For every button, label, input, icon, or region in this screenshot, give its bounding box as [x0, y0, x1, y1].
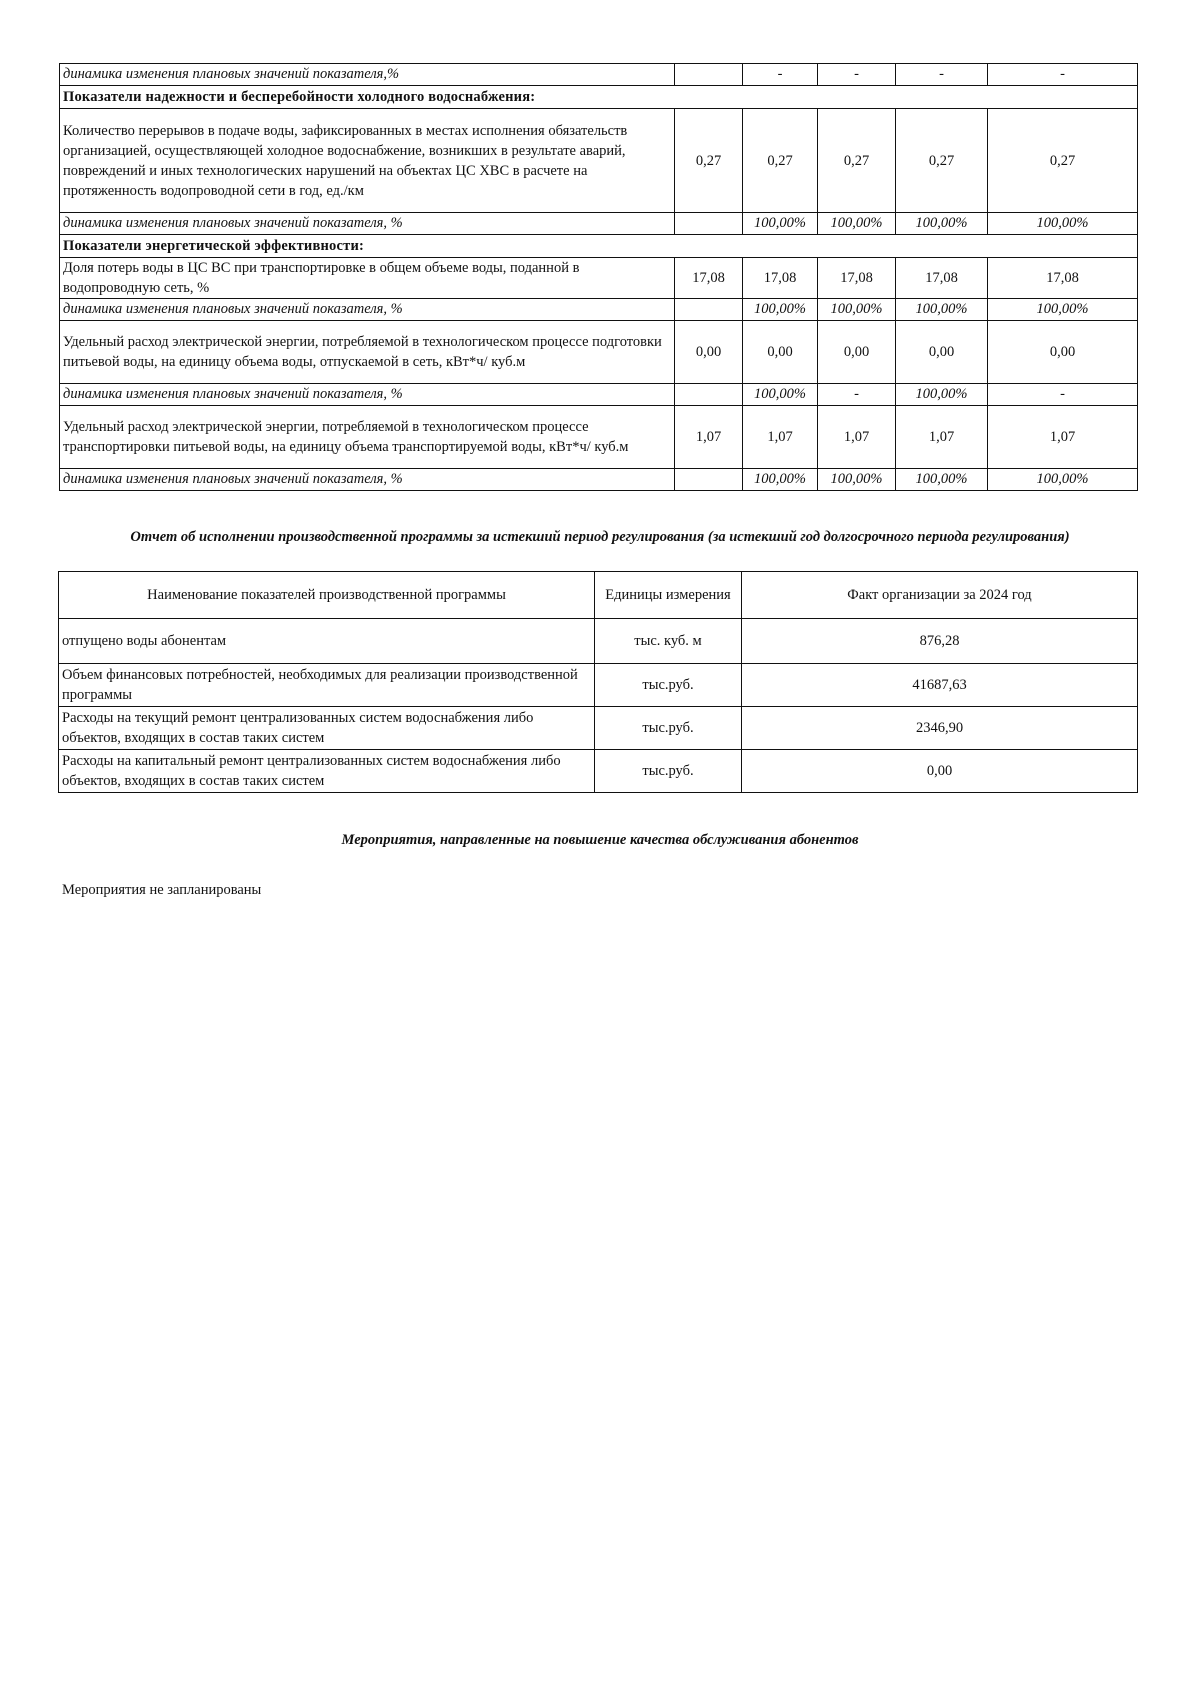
- indicator-value: 1,07: [896, 406, 988, 469]
- report-title: Отчет об исполнении производственной программы за истекший период регулирования (за истекший год долгосрочного периода регулирования): [130, 529, 1070, 545]
- indicator-value: 1,07: [675, 406, 743, 469]
- indicator-value: 0,00: [988, 321, 1138, 384]
- indicator-value: [675, 469, 743, 491]
- indicator-value: 1,07: [988, 406, 1138, 469]
- section-heading: Показатели надежности и бесперебойности холодного водоснабжения:: [60, 86, 1138, 109]
- report-row-name: Расходы на капитальный ремонт централизованных систем водоснабжения либо объектов, входящих в состав таких систем: [59, 750, 595, 793]
- measures-text: Мероприятия не запланированы: [62, 882, 262, 898]
- indicator-value: [675, 384, 743, 406]
- indicator-value: 0,27: [743, 109, 818, 213]
- indicator-value: 1,07: [743, 406, 818, 469]
- indicator-label: динамика изменения плановых значений показателя, %: [60, 213, 675, 235]
- report-header-row: [59, 572, 1138, 619]
- indicator-value: 100,00%: [988, 299, 1138, 321]
- indicator-value: [675, 213, 743, 235]
- indicator-value: 100,00%: [988, 469, 1138, 491]
- indicator-value: -: [896, 64, 988, 86]
- indicator-value: 17,08: [675, 258, 743, 299]
- indicator-value: -: [818, 64, 896, 86]
- dynamics-row: [60, 384, 1138, 406]
- indicator-label: Количество перерывов в подаче воды, зафиксированных в местах исполнения обязательств организацией, осуществляющей холодное водоснабжение, возникших в результате аварий, повреждений и иных технологических нарушений на объектах ЦС ХВС в расчете на протяженность водопроводной сети в год, ед./км: [60, 109, 675, 213]
- indicator-value: 100,00%: [896, 469, 988, 491]
- dynamics-row: [60, 469, 1138, 491]
- report-row-name: Объем финансовых потребностей, необходимых для реализации производственной программы: [59, 664, 595, 707]
- measures-title: Мероприятия, направленные на повышение качества обслуживания абонентов: [341, 832, 859, 848]
- report-row-fact: 41687,63: [742, 664, 1138, 707]
- dynamics-row: [60, 213, 1138, 235]
- indicator-value: 1,07: [818, 406, 896, 469]
- indicator-value: 17,08: [896, 258, 988, 299]
- section-row: [60, 86, 1138, 109]
- report-row: [59, 664, 1138, 707]
- indicator-label: динамика изменения плановых значений показателя, %: [60, 384, 675, 406]
- report-header-fact: Факт организации за 2024 год: [742, 572, 1138, 619]
- report-header-unit: Единицы измерения: [595, 572, 742, 619]
- indicator-value: 0,27: [675, 109, 743, 213]
- dynamics-row: [60, 64, 1138, 86]
- report-row: [59, 619, 1138, 664]
- indicator-row: [60, 321, 1138, 384]
- report-table-body: [59, 572, 1138, 793]
- indicator-label: Доля потерь воды в ЦС ВС при транспортировке в общем объеме воды, поданной в водопроводную сеть, %: [60, 258, 675, 299]
- indicator-value: [675, 299, 743, 321]
- indicator-value: [675, 64, 743, 86]
- indicator-value: -: [988, 384, 1138, 406]
- indicator-value: 100,00%: [896, 213, 988, 235]
- indicator-value: 100,00%: [743, 469, 818, 491]
- report-table: [58, 571, 1138, 793]
- indicator-value: -: [988, 64, 1138, 86]
- indicator-label: динамика изменения плановых значений показателя, %: [60, 469, 675, 491]
- indicator-value: -: [818, 384, 896, 406]
- indicator-value: 100,00%: [818, 213, 896, 235]
- section-heading: Показатели энергетической эффективности:: [60, 235, 1138, 258]
- report-row: [59, 707, 1138, 750]
- indicator-value: 17,08: [818, 258, 896, 299]
- indicator-value: -: [743, 64, 818, 86]
- indicator-value: 100,00%: [988, 213, 1138, 235]
- indicator-value: 100,00%: [818, 469, 896, 491]
- indicator-value: 0,27: [896, 109, 988, 213]
- indicator-value: 0,00: [675, 321, 743, 384]
- indicator-value: 100,00%: [743, 299, 818, 321]
- indicator-label: динамика изменения плановых значений показателя, %: [60, 299, 675, 321]
- report-row-fact: 876,28: [742, 619, 1138, 664]
- indicator-row: [60, 258, 1138, 299]
- indicator-value: 0,00: [743, 321, 818, 384]
- report-row-fact: 0,00: [742, 750, 1138, 793]
- indicator-value: 100,00%: [896, 384, 988, 406]
- indicator-label: динамика изменения плановых значений показателя,%: [60, 64, 675, 86]
- indicator-label: Удельный расход электрической энергии, потребляемой в технологическом процессе транспортировки питьевой воды, на единицу объема транспортируемой воды, кВт*ч/ куб.м: [60, 406, 675, 469]
- report-row-name: отпущено воды абонентам: [59, 619, 595, 664]
- report-row: [59, 750, 1138, 793]
- indicator-row: [60, 406, 1138, 469]
- report-header-name: Наименование показателей производственной программы: [59, 572, 595, 619]
- indicator-row: [60, 109, 1138, 213]
- dynamics-row: [60, 299, 1138, 321]
- report-row-unit: тыс.руб.: [595, 664, 742, 707]
- report-row-unit: тыс.руб.: [595, 707, 742, 750]
- report-row-unit: тыс. куб. м: [595, 619, 742, 664]
- indicator-value: 100,00%: [896, 299, 988, 321]
- indicator-value: 0,27: [818, 109, 896, 213]
- indicator-value: 0,00: [818, 321, 896, 384]
- report-row-name: Расходы на текущий ремонт централизованных систем водоснабжения либо объектов, входящих в состав таких систем: [59, 707, 595, 750]
- indicator-value: 0,27: [988, 109, 1138, 213]
- indicator-label: Удельный расход электрической энергии, потребляемой в технологическом процессе подготовки питьевой воды, на единицу объема воды, отпускаемой в сеть, кВт*ч/ куб.м: [60, 321, 675, 384]
- indicator-value: 17,08: [743, 258, 818, 299]
- indicators-table-body: [60, 64, 1138, 491]
- indicators-table: [59, 63, 1138, 491]
- section-row: [60, 235, 1138, 258]
- indicator-value: 100,00%: [818, 299, 896, 321]
- report-row-unit: тыс.руб.: [595, 750, 742, 793]
- indicator-value: 100,00%: [743, 384, 818, 406]
- indicator-value: 100,00%: [743, 213, 818, 235]
- indicator-value: 17,08: [988, 258, 1138, 299]
- indicator-value: 0,00: [896, 321, 988, 384]
- report-row-fact: 2346,90: [742, 707, 1138, 750]
